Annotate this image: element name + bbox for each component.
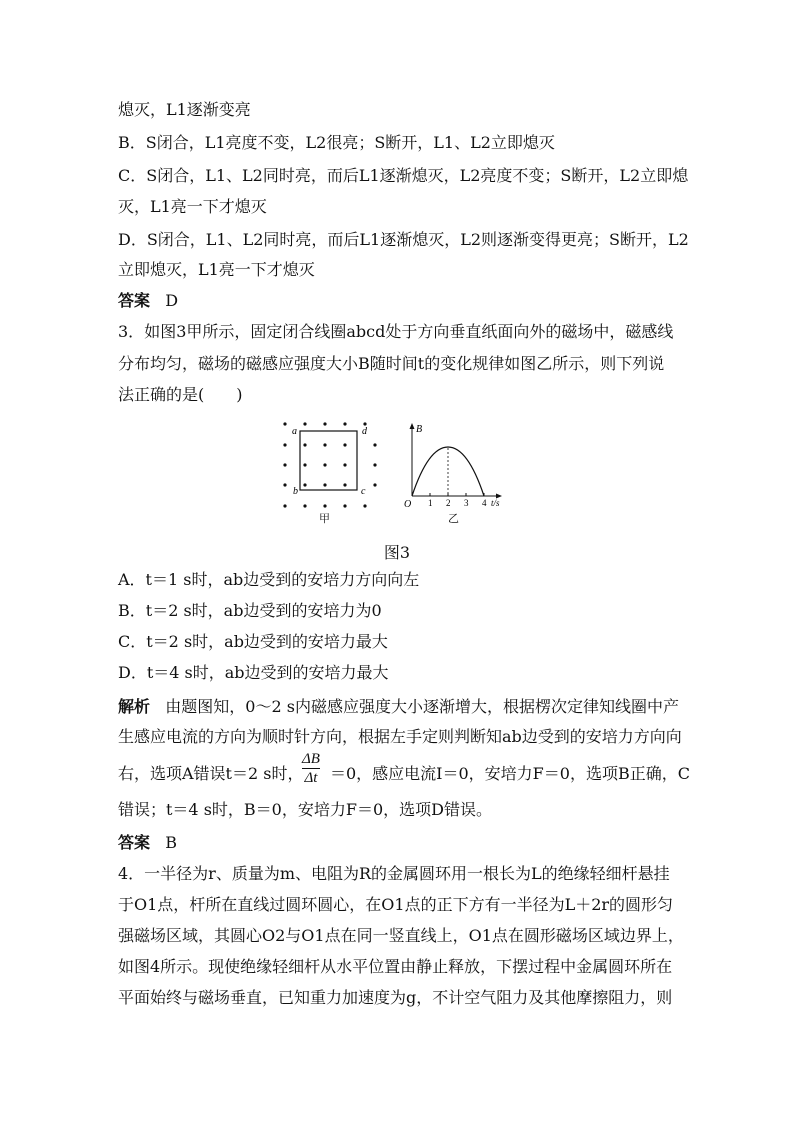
option-c-line: C．S闭合，L1、L2同时亮，而后L1逐渐熄灭，L2亮度不变；S断开，L2立即熄 — [118, 166, 689, 185]
text-line: 灭，L1亮一下才熄灭 — [118, 197, 267, 216]
question-4-line-1: 4．一半径为r、质量为m、电阻为R的金属圆环用一根长为L的绝缘轻细杆悬挂 — [118, 864, 670, 883]
analysis-line-4: 错误；t＝4 s时，B＝0，安培力F＝0，选项D错误。 — [118, 800, 492, 819]
label-d: d — [362, 426, 367, 437]
answer-row — [118, 291, 178, 311]
question-number: 3． — [118, 322, 145, 341]
analysis-line-3a: 右，选项A错误t＝2 s时， — [118, 764, 304, 783]
text-line: 熄灭，L1逐渐变亮 — [118, 100, 251, 119]
fraction-db-dt — [302, 751, 320, 786]
question-4-line-4: 如图4所示。现使绝缘轻细杆从水平位置由静止释放，下摆过程中金属圆环所在 — [118, 957, 673, 976]
tick-label: 4 — [482, 498, 487, 508]
option-b-line: B．S闭合，L1亮度不变，L2很亮；S断开，L1、L2立即熄灭 — [118, 133, 555, 152]
fraction-denominator: Δt — [304, 770, 318, 786]
option-c: C．t＝2 s时，ab边受到的安培力最大 — [118, 632, 388, 651]
question-3-line-3: 法正确的是( ) — [118, 385, 243, 404]
question-3-line-2: 分布均匀，磁场的磁感应强度大小B随时间t的变化规律如图乙所示，则下列说 — [118, 354, 665, 373]
answer-row — [118, 833, 177, 853]
answer-label: 答案 — [118, 291, 151, 310]
figure-jia-label: 甲 — [319, 512, 330, 525]
option-d-line: D．S闭合，L1、L2同时亮，而后L1逐渐熄灭，L2则逐渐变得更亮；S断开，L2 — [118, 230, 689, 249]
answer-value: D — [165, 291, 179, 310]
figure-caption: 图3 — [383, 543, 411, 562]
question-4-line-3: 强磁场区域，其圆心O2与O1点在同一竖直线上，O1点在圆形磁场区域边界上， — [118, 926, 684, 945]
question-4-line-5: 平面始终与磁场垂直，已知重力加速度为g，不计空气阻力及其他摩擦阻力，则 — [118, 988, 673, 1007]
analysis-text: 由题图知，0～2 s内磁感应强度大小逐渐增大，根据楞次定律知线圈中产 — [165, 697, 679, 716]
label-a: a — [292, 426, 297, 437]
text-line: 立即熄灭，L1亮一下才熄灭 — [118, 260, 315, 279]
analysis-line-3b: ＝0，感应电流I＝0，安培力F＝0，选项B正确，C — [330, 764, 690, 783]
label-c: c — [361, 486, 366, 497]
tick-label: 3 — [464, 498, 469, 508]
question-4-line-2: 于O1点，杆所在直线过圆环圆心，在O1点的正下方有一半径为L＋2r的圆形匀 — [118, 895, 674, 914]
answer-value: B — [165, 833, 178, 852]
tick-label: 2 — [446, 498, 451, 508]
fraction-numerator: ΔB — [302, 751, 320, 767]
option-a: A．t＝1 s时，ab边受到的安培力方向向左 — [118, 570, 420, 589]
label-b: b — [293, 486, 298, 497]
origin-label: O — [404, 499, 412, 508]
option-d: D．t＝4 s时，ab边受到的安培力最大 — [118, 663, 389, 682]
question-3-line-1 — [118, 322, 673, 342]
axis-label-t: t/s — [491, 498, 500, 508]
axis-label-b: B — [416, 424, 423, 435]
analysis-label: 解析 — [118, 697, 151, 716]
coil-square — [300, 431, 357, 490]
figure-yi-label: 乙 — [448, 512, 459, 525]
answer-label: 答案 — [118, 833, 151, 852]
tick-label: 1 — [428, 498, 433, 508]
analysis-line-1 — [118, 697, 679, 717]
option-b: B．t＝2 s时，ab边受到的安培力为0 — [118, 601, 382, 620]
analysis-line-2: 生感应电流的方向为顺时针方向，根据左手定则判断知ab边受到的安培力方向向 — [118, 727, 682, 746]
question-text: 如图3甲所示，固定闭合线圈abcd处于方向垂直纸面向外的磁场中，磁感线 — [144, 322, 674, 341]
figure-jia-coil — [278, 414, 388, 524]
figure-yi-graph — [398, 420, 510, 508]
